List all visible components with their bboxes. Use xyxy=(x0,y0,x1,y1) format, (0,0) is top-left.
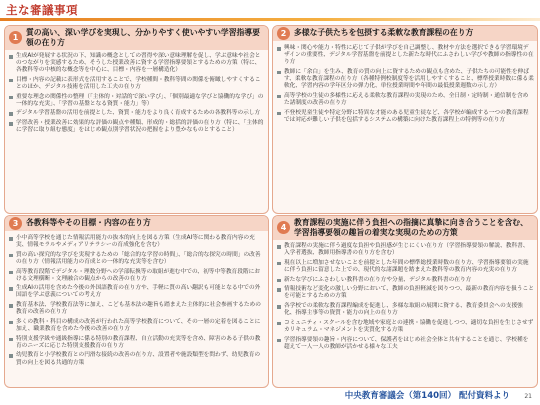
panel-3-list xyxy=(8,235,265,369)
list-item: 興味・関心や能力・特性に応じて子供が学びを自己調整し、教材や方法を選択できる学習環境デザインの重要性、デジタル学習基盤を前提とした新たな時代にふさわしい学びや教師の指導性の在り方 xyxy=(276,45,534,66)
list-item: 高等教育段階でデジタル・理数分野への学部転換等の取組が進む中での、初等中等教育段階における文理横断・文理融合の観点からの改善の在り方 xyxy=(8,269,265,283)
list-item: 各学校での柔軟な教育課程編成を促進し、多様な取組の展開に資する、教育委員会への支援強化、指導主事等の資質・能力の向上の在り方 xyxy=(276,303,534,317)
panel-4-header xyxy=(273,216,537,240)
number-badge: 2 xyxy=(277,27,290,40)
list-item: 新たな学びにふさわしい教科書の在り方や分量、デジタル教科書の在り方 xyxy=(276,277,534,284)
number-badge: 1 xyxy=(9,31,22,44)
panel-4 xyxy=(272,215,538,388)
panel-4-list xyxy=(276,243,534,353)
title-rule xyxy=(0,18,540,21)
list-item: 質の高い探究的な学びを実現するための「総合的な学習の時間」、「総合的な探究の時間」の改善の在り方（情報活用能力の育成との一体的な充実等を含む） xyxy=(8,252,265,266)
panel-1-list xyxy=(8,53,265,137)
list-item: 目標・内容の記載に表形式を活用することで、学校種間・教科等間の関係を俯瞰しやすくすることのほか、デジタル技術を活用した工夫の在り方 xyxy=(8,77,265,91)
source-footer: 中央教育審議会（第140回） 配付資料より xyxy=(344,391,510,401)
list-item: 小中高等学校を通じた情報活用能力の抜本的向上を図る方策（生成AI等に関わる教育内容の充実、情報モラルやメディアリテラシーの育成強化を含む） xyxy=(8,235,265,249)
list-item: 学習改善・授業改善に効果的な評価の観点や種類、形成的・総括的評価の在り方（特に、「主体的に学習に取り組む態度」をはじめ観点別学習状況の把握をより豊かなものとすること） xyxy=(8,120,265,134)
list-item: 不登校児童生徒や特定分野に特異な才能のある児童生徒など、各学校が編成する一つの教育課程では対応が難しい子供を包括するシステムの構築に向けた教育課程上の特例等の在り方 xyxy=(276,110,534,124)
list-item: 情報技術など変化の激しい分野において、教師の負担軽減を図りつつ、最新の教育内容を扱うことを可能とするための方策 xyxy=(276,286,534,300)
list-item: 生成AIの活用を含めた今後の外国語教育の在り方や、手軽に質の高い翻訳も可能となる中での外国語を学ぶ意義についての考え方 xyxy=(8,285,265,299)
list-item: 高等学校の生徒の多様性に応える柔軟な教育課程の実現のため、全日制・定時制・通信制を含めた諸制度の改善の在り方 xyxy=(276,93,534,107)
panel-1-header xyxy=(5,26,268,50)
panel-1 xyxy=(4,25,269,214)
number-badge: 3 xyxy=(9,217,22,230)
list-item: 多くの教科・科目の構成の改善が行われた高等学校教育について、その一層の定着を図ることに加え、職業教育を含めた今後の改善の在り方 xyxy=(8,319,265,333)
panel-3-title: 各教科等やその目標・内容の在り方 xyxy=(26,218,151,227)
list-item: 重要な理念の関係性の整理（「主体的・対話的で深い学び」、「個別最適な学びと協働的な学び」の一体的な充実」、「学習の基盤となる資質・能力」等） xyxy=(8,94,265,108)
panel-2-header xyxy=(273,26,537,41)
number-badge: 4 xyxy=(277,221,290,234)
list-item: 教育基本法、学校教育法等に加え、こども基本法の趣旨も踏まえた主体的に社会参画するための教育の改善の在り方 xyxy=(8,302,265,316)
page-title: 主な審議事項 xyxy=(6,3,78,17)
panel-2-title: 多様な子供たちを包摂する柔軟な教育課程の在り方 xyxy=(294,28,474,37)
panel-4-title: 教育課程の実施に伴う負担への指摘に真摯に向き合うことを含む、学習指導要領の趣旨の着実な実現のための方策 xyxy=(294,218,528,237)
panel-2-list xyxy=(276,45,534,126)
list-item: 教育課程の実施に伴う過度な負担や負担感が生じにくい在り方（学習指導要領の解説、教科書、入学者選抜、教師用指導書の在り方を含む） xyxy=(276,243,534,257)
list-item: コミュニティ・スクールを含む地域や家庭との連携・協働を促進しつつ、適切な負担を生じさせずカリキュラム・マネジメントを実質化する方策 xyxy=(276,320,534,334)
page-number: 21 xyxy=(524,393,532,400)
list-item: 学習指導要領の趣旨・内容について、保護者をはじめ社会全体と共有することを通じ、学校種を超えて一人一人の教師が活かせる様々な工夫 xyxy=(276,337,534,351)
panel-1-title: 質の高い、深い学びを実現し、分かりやすく使いやすい学習指導要領の在り方 xyxy=(26,28,260,47)
list-item: デジタル学習基盤の活用を前提とした、資質・能力をより良く育成するための各教科等の示し方 xyxy=(8,110,265,117)
list-item: 教師に「余白」を生み、教育の質の向上に資するための観点も含めた、子供たちの可能性を伸ばす、柔軟な教育課程の在り方（各種特例校制度等を活用しやすくすること、標準授業時数に係る柔軟化、学習内容の学年区分の弾力化、単位授業時間や年間の最低授業週数の示し方） xyxy=(276,69,534,90)
panel-3 xyxy=(4,215,269,388)
list-item: 幼児教育と小学校教育との円滑な接続の改善の在り方、設置者や施設類型を問わず、幼児教育の質の向上を図る共通的方策 xyxy=(8,352,265,366)
list-item: 生成AIが発展する状況の下、知識の概念としての習得や深い意味理解を促し、学ぶ意味や社会とのつながりを実感するため、そうした授業改善に資する学習指導要領とするための方策（特に、各教科等の中核的な概念等を中心に、目標・内容を一層構造化） xyxy=(8,53,265,74)
panel-3-header xyxy=(5,216,268,231)
panel-2 xyxy=(272,25,538,214)
list-item: 特別支援学級や通級指導に係る特別の教育課程、自立活動の充実等を含め、障害のある子供の教育のニーズに応じた特別支援教育の在り方 xyxy=(8,336,265,350)
list-item: 現在以上に増加させないことを前提とした年間の標準総授業時数の在り方、学習指導要領の実施に伴う負担に留意した上での、現代的な諸課題を踏まえた教科等の教育内容の充実の在り方 xyxy=(276,260,534,274)
